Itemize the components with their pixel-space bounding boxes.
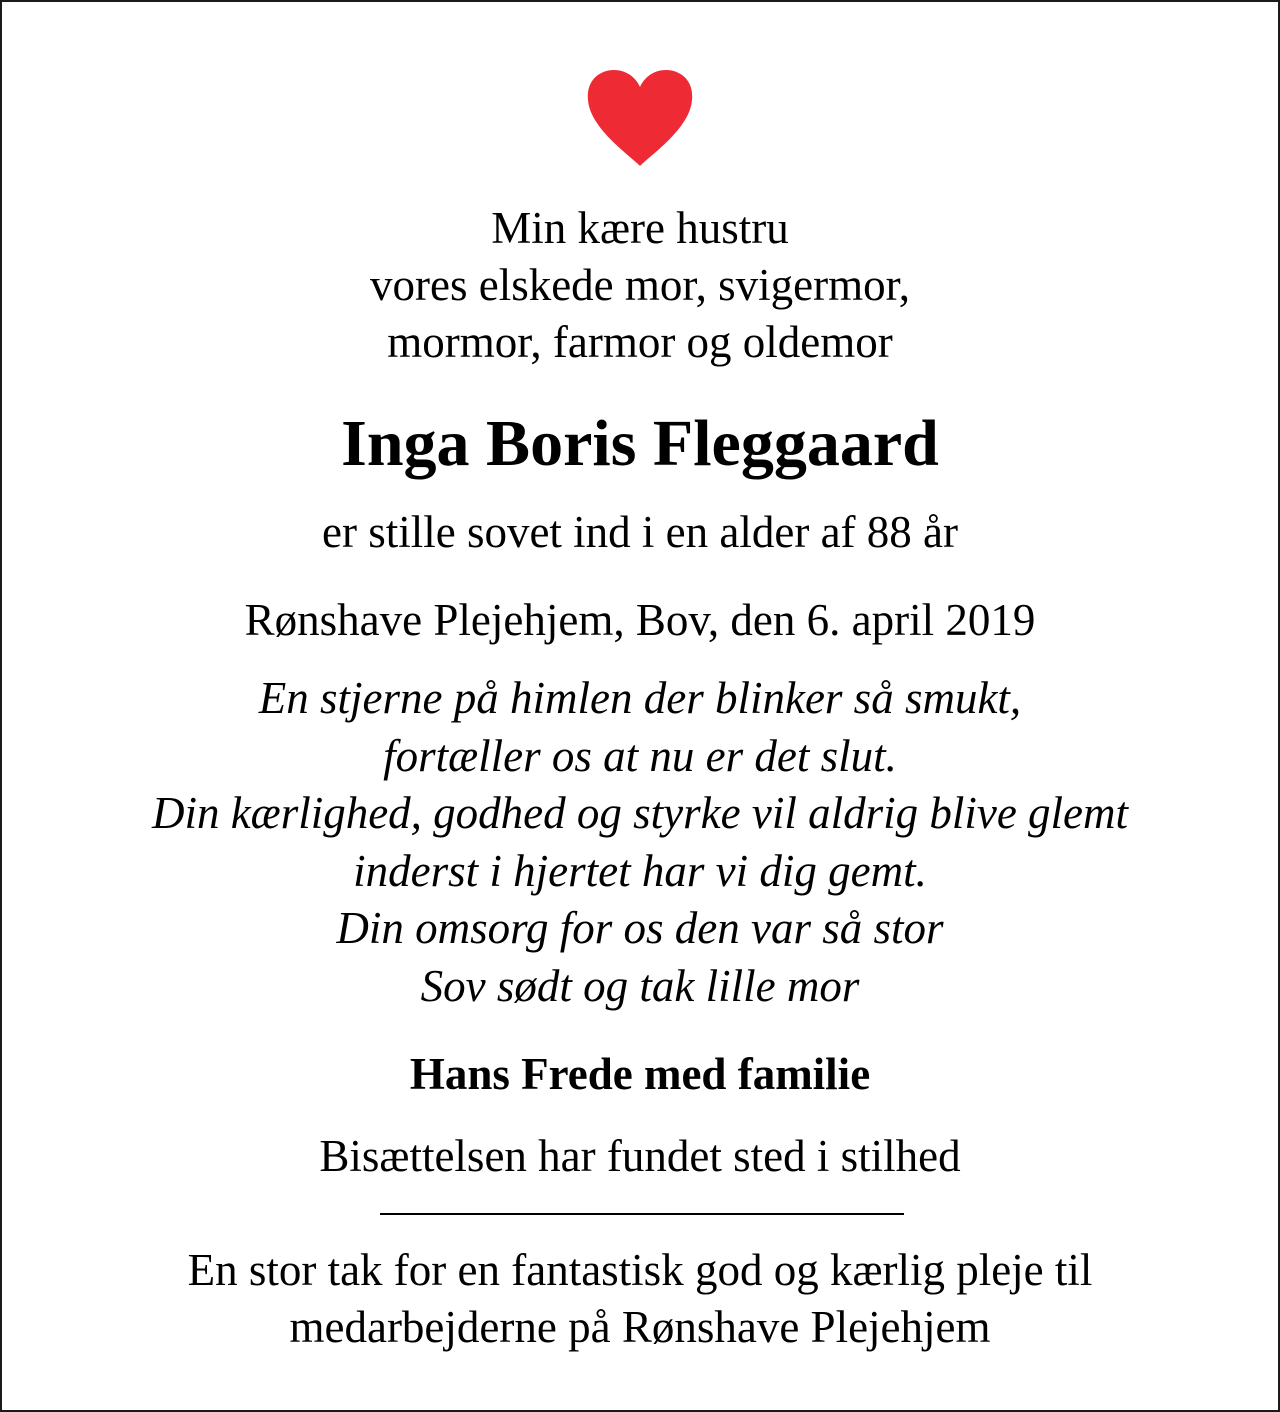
heart-container bbox=[2, 68, 1278, 168]
poem-line: Sov sødt og tak lille mor bbox=[420, 960, 860, 1011]
thanks-text bbox=[2, 1242, 1278, 1356]
intro-line: Min kære hustru bbox=[491, 203, 789, 253]
place-date-line: Rønshave Plejehjem, Bov, den 6. april 2019 bbox=[244, 595, 1036, 645]
poem-line: En stjerne på himlen der blinker så smukt, bbox=[258, 673, 1022, 723]
intro-line: vores elskede mor, svigermor, bbox=[370, 260, 910, 310]
poem-line: Din kærlighed, godhed og styrke vil aldrig blive glemt bbox=[151, 788, 1129, 839]
intro-line: mormor, farmor og oldemor bbox=[387, 317, 893, 367]
poem-line: fortæller os at nu er det slut. bbox=[383, 730, 897, 781]
poem-line: Din omsorg for os den var så stor bbox=[336, 903, 944, 954]
intro-text bbox=[2, 200, 1278, 371]
thanks-line: En stor tak for en fantastisk god og kærlig pleje til bbox=[187, 1245, 1093, 1295]
age-line: er stille sovet ind i en alder af 88 år bbox=[321, 507, 959, 557]
heart-icon bbox=[584, 68, 696, 168]
thanks-line: medarbejderne på Rønshave Plejehjem bbox=[289, 1302, 991, 1352]
poem bbox=[2, 670, 1278, 1016]
signature: Hans Frede med familie bbox=[409, 1049, 871, 1099]
poem-line: inderst i hjertet har vi dig gemt. bbox=[353, 845, 927, 896]
deceased-name: Inga Boris Fleggaard bbox=[341, 407, 939, 480]
divider-line bbox=[380, 1213, 904, 1215]
funeral-note: Bisættelsen har fundet sted i stilhed bbox=[319, 1131, 961, 1181]
